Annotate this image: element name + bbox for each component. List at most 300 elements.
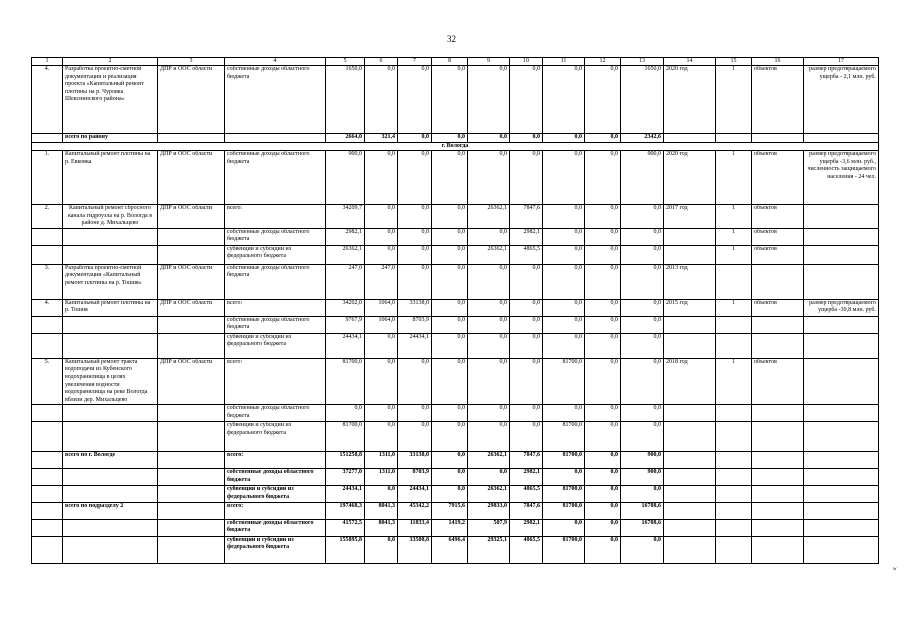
table-cell: 34209,7: [326, 205, 365, 229]
table-row: [32, 205, 879, 229]
table-cell: субвенции и субсидии из федерального бюджета: [225, 245, 326, 264]
table-cell: [716, 469, 752, 486]
table-cell: 1.: [32, 151, 63, 205]
table-cell: размер предотвращаемого ущерба - 2,1 млн. руб.: [804, 66, 879, 134]
table-cell: 0,0: [432, 333, 468, 358]
table-cell: 26362,1: [326, 245, 365, 264]
table-cell: [804, 205, 879, 229]
table-cell: [63, 316, 158, 333]
table-cell: 0,0: [543, 151, 585, 205]
table-cell: 0,0: [365, 333, 398, 358]
table-row: [32, 299, 879, 316]
table-cell: 2020 год: [664, 151, 716, 205]
table-cell: [804, 486, 879, 502]
table-cell: 33508,8: [398, 536, 432, 563]
table-cell: 7915,6: [432, 502, 468, 519]
table-cell: [752, 264, 804, 299]
table-cell: 0,0: [432, 452, 468, 469]
table-cell: [804, 245, 879, 264]
table-cell: 0,0: [621, 358, 664, 405]
table-cell: 0,0: [510, 134, 543, 143]
table-cell: [716, 519, 752, 536]
table-cell: собственные доходы областного бюджета: [225, 519, 326, 536]
table-cell: всего по г. Вологде: [63, 452, 158, 469]
table-cell: Капитальный ремонт плотины на р. Тошня: [63, 299, 158, 316]
table-cell: [664, 452, 716, 469]
table-cell: 0,0: [365, 358, 398, 405]
table-cell: 16788,6: [621, 519, 664, 536]
table-cell: 0,0: [432, 422, 468, 452]
table-cell: 0,0: [468, 66, 510, 134]
table-cell: [158, 228, 225, 245]
table-cell: [32, 333, 63, 358]
table-cell: 0,0: [543, 299, 585, 316]
table-cell: 0,0: [432, 151, 468, 205]
table-cell: 1311,0: [365, 469, 398, 486]
table-cell: 900,0: [621, 452, 664, 469]
table-cell: 0,0: [585, 486, 621, 502]
table-cell: [804, 316, 879, 333]
table-cell: 24434,1: [326, 333, 365, 358]
table-cell: [804, 358, 879, 405]
table-cell: [716, 134, 752, 143]
table-cell: [752, 452, 804, 469]
table-cell: ДПР и ООС области: [158, 66, 225, 134]
column-number: 2: [63, 58, 158, 66]
table-cell: 0,0: [585, 405, 621, 422]
table-cell: 4865,5: [510, 245, 543, 264]
table-cell: 155895,8: [326, 536, 365, 563]
table-cell: 26362,1: [468, 245, 510, 264]
table-cell: 0,0: [621, 316, 664, 333]
table-cell: 0,0: [432, 205, 468, 229]
table-cell: [158, 469, 225, 486]
table-cell: всего:: [225, 502, 326, 519]
table-cell: [32, 469, 63, 486]
table-cell: [716, 452, 752, 469]
table-cell: 0,0: [398, 205, 432, 229]
table-cell: [158, 452, 225, 469]
table-cell: 1: [716, 66, 752, 134]
table-cell: 247,0: [326, 264, 365, 299]
table-cell: 0,0: [621, 228, 664, 245]
table-cell: 247,0: [365, 264, 398, 299]
table-cell: 0,0: [398, 358, 432, 405]
table-cell: 0,0: [468, 299, 510, 316]
table-cell: всего:: [225, 205, 326, 229]
table-cell: [752, 316, 804, 333]
table-cell: 0,0: [432, 469, 468, 486]
table-row: [32, 452, 879, 469]
table-cell: 0,0: [432, 134, 468, 143]
table-cell: 1: [716, 205, 752, 229]
table-cell: [158, 316, 225, 333]
table-cell: [752, 405, 804, 422]
table-cell: 33138,0: [398, 299, 432, 316]
table-cell: [716, 486, 752, 502]
table-cell: [63, 333, 158, 358]
table-cell: 507,9: [468, 519, 510, 536]
table-cell: 0,0: [543, 228, 585, 245]
table-cell: [664, 536, 716, 563]
table-cell: 8041,3: [365, 519, 398, 536]
table-cell: 8041,3: [365, 502, 398, 519]
table-cell: 81700,0: [543, 452, 585, 469]
table-row: [32, 134, 879, 143]
table-cell: 29833,0: [468, 502, 510, 519]
table-cell: [63, 536, 158, 563]
table-cell: 1650,0: [621, 66, 664, 134]
table-cell: 81700,0: [543, 536, 585, 563]
table-cell: 34202,0: [326, 299, 365, 316]
table-cell: 6496,4: [432, 536, 468, 563]
table-cell: Капитальный ремонт сбросного канала гидроузла на р. Вологда в районе д. Михальцево: [63, 205, 158, 229]
table-cell: 81700,0: [326, 422, 365, 452]
table-cell: 33138,0: [398, 452, 432, 469]
table-cell: 0,0: [510, 422, 543, 452]
side-mark: w: [893, 567, 897, 572]
table-cell: [716, 502, 752, 519]
table-cell: [804, 519, 879, 536]
table-cell: 0,0: [585, 264, 621, 299]
table-cell: 0,0: [585, 151, 621, 205]
table-cell: всего по подразделу 2: [63, 502, 158, 519]
table-cell: 0,0: [468, 469, 510, 486]
table-cell: [716, 264, 752, 299]
table-cell: 0,0: [432, 264, 468, 299]
table-row: [32, 333, 879, 358]
table-cell: 16788,6: [621, 502, 664, 519]
table-cell: 0,0: [468, 405, 510, 422]
table-cell: ДПР и ООС области: [158, 205, 225, 229]
table-cell: 0,0: [398, 245, 432, 264]
table-cell: [32, 134, 63, 143]
table-cell: 81700,0: [543, 502, 585, 519]
table-cell: всего по району: [63, 134, 158, 143]
column-number: 17: [804, 58, 879, 66]
table-cell: [63, 469, 158, 486]
table-cell: 2015 год: [664, 299, 716, 316]
table-cell: всего:: [225, 358, 326, 405]
table-cell: [664, 134, 716, 143]
table-cell: 0,0: [621, 299, 664, 316]
table-cell: [716, 536, 752, 563]
table-cell: 0,0: [432, 245, 468, 264]
table-cell: объектов: [752, 228, 804, 245]
section-title: г. Вологда: [32, 143, 879, 151]
table-cell: [716, 316, 752, 333]
table-cell: 7847,6: [510, 502, 543, 519]
table-cell: 0,0: [468, 333, 510, 358]
table-cell: собственные доходы областного бюджета: [225, 469, 326, 486]
table-cell: Капитальный ремонт тракта водоподачи из Кубенского водохранилища в целях увеличения водности водохранилища на реке Вологда вблизи дер. Михальцево: [63, 358, 158, 405]
table-cell: 900,0: [621, 469, 664, 486]
table-cell: 81700,0: [543, 358, 585, 405]
table-cell: 0,0: [621, 333, 664, 358]
table-cell: 2017 год: [664, 205, 716, 229]
table-cell: [752, 134, 804, 143]
table-cell: 0,0: [510, 264, 543, 299]
table-cell: 0,0: [510, 405, 543, 422]
table-cell: [752, 502, 804, 519]
table-cell: [664, 316, 716, 333]
table-cell: 7847,6: [510, 205, 543, 229]
column-number: 3: [158, 58, 225, 66]
table-cell: 4.: [32, 299, 63, 316]
column-number: 13: [621, 58, 664, 66]
table-cell: 4865,5: [510, 486, 543, 502]
table-cell: [63, 486, 158, 502]
table-cell: [804, 134, 879, 143]
program-table: [31, 57, 879, 564]
table-cell: 0,0: [585, 502, 621, 519]
table-cell: собственные доходы областного бюджета: [225, 228, 326, 245]
page-number: 32: [447, 34, 456, 44]
table-cell: ДПР и ООС области: [158, 299, 225, 316]
table-cell: 37277,0: [326, 469, 365, 486]
table-row: [32, 66, 879, 134]
table-cell: [63, 405, 158, 422]
table-cell: 0,0: [585, 228, 621, 245]
table-cell: 321,4: [365, 134, 398, 143]
table-cell: собственные доходы областного бюджета: [225, 405, 326, 422]
table-cell: 0,0: [432, 316, 468, 333]
table-cell: 0,0: [585, 519, 621, 536]
table-cell: [716, 333, 752, 358]
table-cell: [158, 486, 225, 502]
table-cell: [804, 333, 879, 358]
table-cell: [804, 405, 879, 422]
table-cell: всего:: [225, 452, 326, 469]
table-cell: 0,0: [585, 316, 621, 333]
table-cell: 0,0: [432, 486, 468, 502]
table-cell: [752, 422, 804, 452]
table-cell: 0,0: [621, 264, 664, 299]
table-cell: объектов: [752, 66, 804, 134]
table-cell: [716, 422, 752, 452]
table-cell: [664, 228, 716, 245]
table-cell: 0,0: [432, 405, 468, 422]
table-cell: 2982,1: [510, 469, 543, 486]
column-number: 7: [398, 58, 432, 66]
table-cell: 1: [716, 358, 752, 405]
table-cell: 2664,0: [326, 134, 365, 143]
table-row: [32, 316, 879, 333]
table-cell: [804, 228, 879, 245]
table-cell: [158, 245, 225, 264]
table-cell: 1: [716, 299, 752, 316]
table-cell: 2.: [32, 205, 63, 229]
column-number: 16: [752, 58, 804, 66]
table-cell: 3.: [32, 264, 63, 299]
table-row: [32, 245, 879, 264]
table-cell: собственные доходы областного бюджета: [225, 264, 326, 299]
table-cell: 0,0: [468, 264, 510, 299]
table-cell: ДПР и ООС области: [158, 151, 225, 205]
table-cell: 0,0: [398, 405, 432, 422]
table-cell: 9767,9: [326, 316, 365, 333]
table-cell: [32, 245, 63, 264]
table-cell: 0,0: [585, 333, 621, 358]
table-cell: всего:: [225, 299, 326, 316]
table-cell: [32, 422, 63, 452]
table-cell: 1419,2: [432, 519, 468, 536]
table-cell: [32, 536, 63, 563]
table-cell: объектов: [752, 358, 804, 405]
table-cell: 0,0: [585, 452, 621, 469]
table-cell: 0,0: [543, 245, 585, 264]
table-cell: [804, 452, 879, 469]
table-cell: 8703,9: [398, 469, 432, 486]
table-cell: 0,0: [398, 151, 432, 205]
table-cell: [804, 264, 879, 299]
table-cell: 29325,1: [468, 536, 510, 563]
table-cell: 0,0: [468, 358, 510, 405]
table-cell: 26362,1: [468, 205, 510, 229]
table-cell: 0,0: [365, 228, 398, 245]
table-cell: 0,0: [585, 358, 621, 405]
table-cell: 0,0: [621, 422, 664, 452]
table-cell: 0,0: [585, 205, 621, 229]
table-cell: 0,0: [543, 264, 585, 299]
column-number: 15: [716, 58, 752, 66]
table-cell: субвенции и субсидии из федерального бюджета: [225, 486, 326, 502]
table-cell: 0,0: [585, 469, 621, 486]
table-cell: 0,0: [543, 205, 585, 229]
table-cell: [158, 422, 225, 452]
table-cell: [32, 502, 63, 519]
table-row: [32, 536, 879, 563]
table-cell: 0,0: [468, 134, 510, 143]
table-cell: 0,0: [432, 228, 468, 245]
table-row: [32, 502, 879, 519]
table-cell: 8703,9: [398, 316, 432, 333]
table-cell: [32, 405, 63, 422]
table-cell: 151258,8: [326, 452, 365, 469]
table-cell: размер предотвращаемого ущерба -39,8 млн. руб.: [804, 299, 879, 316]
table-cell: субвенции и субсидии из федерального бюджета: [225, 422, 326, 452]
table-row: [32, 486, 879, 502]
table-cell: [158, 333, 225, 358]
table-cell: 0,0: [621, 536, 664, 563]
table-cell: 0,0: [468, 316, 510, 333]
table-cell: 0,0: [432, 358, 468, 405]
table-row: [32, 405, 879, 422]
column-number: 6: [365, 58, 398, 66]
table-cell: [664, 469, 716, 486]
table-cell: 2982,1: [510, 519, 543, 536]
table-cell: Разработка проектно-сметной документации «Капитальный ремонт плотины на р. Тошня»: [63, 264, 158, 299]
table-cell: 0,0: [365, 536, 398, 563]
table-cell: 0,0: [510, 66, 543, 134]
column-number: 1: [32, 58, 63, 66]
table-cell: [716, 405, 752, 422]
table-cell: 0,0: [365, 205, 398, 229]
table-cell: 0,0: [585, 66, 621, 134]
column-number: 5: [326, 58, 365, 66]
table-cell: [664, 502, 716, 519]
table-row: [32, 151, 879, 205]
table-cell: 0,0: [585, 536, 621, 563]
table-cell: размер предотвращаемого ущерба -3,6 млн. руб., численность защищаемого населения - 24 чел.: [804, 151, 879, 205]
table-cell: 0,0: [398, 66, 432, 134]
table-cell: 2020 год: [664, 66, 716, 134]
table-cell: 0,0: [510, 316, 543, 333]
table-cell: ДПР и ООС области: [158, 264, 225, 299]
table-cell: 900,0: [326, 151, 365, 205]
table-cell: 5.: [32, 358, 63, 405]
table-cell: 0,0: [621, 405, 664, 422]
table-cell: 0,0: [365, 405, 398, 422]
table-cell: ДПР и ООС области: [158, 358, 225, 405]
table-cell: 0,0: [510, 299, 543, 316]
table-cell: 0,0: [432, 299, 468, 316]
table-cell: 81700,0: [543, 422, 585, 452]
table-cell: [63, 245, 158, 264]
table-cell: 0,0: [585, 299, 621, 316]
table-cell: собственные доходы областного бюджета: [225, 151, 326, 205]
table-cell: [158, 405, 225, 422]
table-row: [32, 519, 879, 536]
table-cell: 7847,6: [510, 452, 543, 469]
column-number-row: [32, 58, 879, 66]
table-cell: 11833,4: [398, 519, 432, 536]
table-cell: [804, 502, 879, 519]
table-cell: [752, 469, 804, 486]
column-number: 12: [585, 58, 621, 66]
table-row: [32, 358, 879, 405]
table-cell: Капитальный ремонт плотины на р. Евковка: [63, 151, 158, 205]
table-cell: 1311,0: [365, 452, 398, 469]
table-cell: 24434,1: [398, 333, 432, 358]
table-cell: [804, 469, 879, 486]
table-cell: 0,0: [398, 264, 432, 299]
table-cell: [158, 536, 225, 563]
table-cell: [32, 316, 63, 333]
table-cell: [32, 486, 63, 502]
table-cell: 0,0: [543, 66, 585, 134]
table-cell: [752, 486, 804, 502]
column-number: 11: [543, 58, 585, 66]
table-cell: 24434,1: [326, 486, 365, 502]
table-cell: субвенции и субсидии из федерального бюджета: [225, 333, 326, 358]
table-cell: 0,0: [621, 205, 664, 229]
table-cell: 1: [716, 245, 752, 264]
table-cell: объектов: [752, 205, 804, 229]
table-cell: 1064,0: [365, 316, 398, 333]
table-cell: [158, 502, 225, 519]
table-cell: [32, 452, 63, 469]
table-cell: 0,0: [432, 66, 468, 134]
column-number: 4: [225, 58, 326, 66]
table-cell: 0,0: [326, 405, 365, 422]
table-cell: объектов: [752, 299, 804, 316]
table-cell: 197468,3: [326, 502, 365, 519]
table-cell: 0,0: [543, 134, 585, 143]
table-cell: 0,0: [543, 316, 585, 333]
table-cell: [752, 519, 804, 536]
table-cell: 2013 год: [664, 264, 716, 299]
table-cell: 900,0: [621, 151, 664, 205]
table-cell: 1: [716, 151, 752, 205]
table-cell: собственные доходы областного бюджета: [225, 66, 326, 134]
table-cell: 2018 год: [664, 358, 716, 405]
table-cell: 0,0: [543, 519, 585, 536]
table-cell: 26362,1: [468, 452, 510, 469]
table-cell: [804, 422, 879, 452]
table-cell: объектов: [752, 151, 804, 205]
table-cell: 0,0: [365, 245, 398, 264]
